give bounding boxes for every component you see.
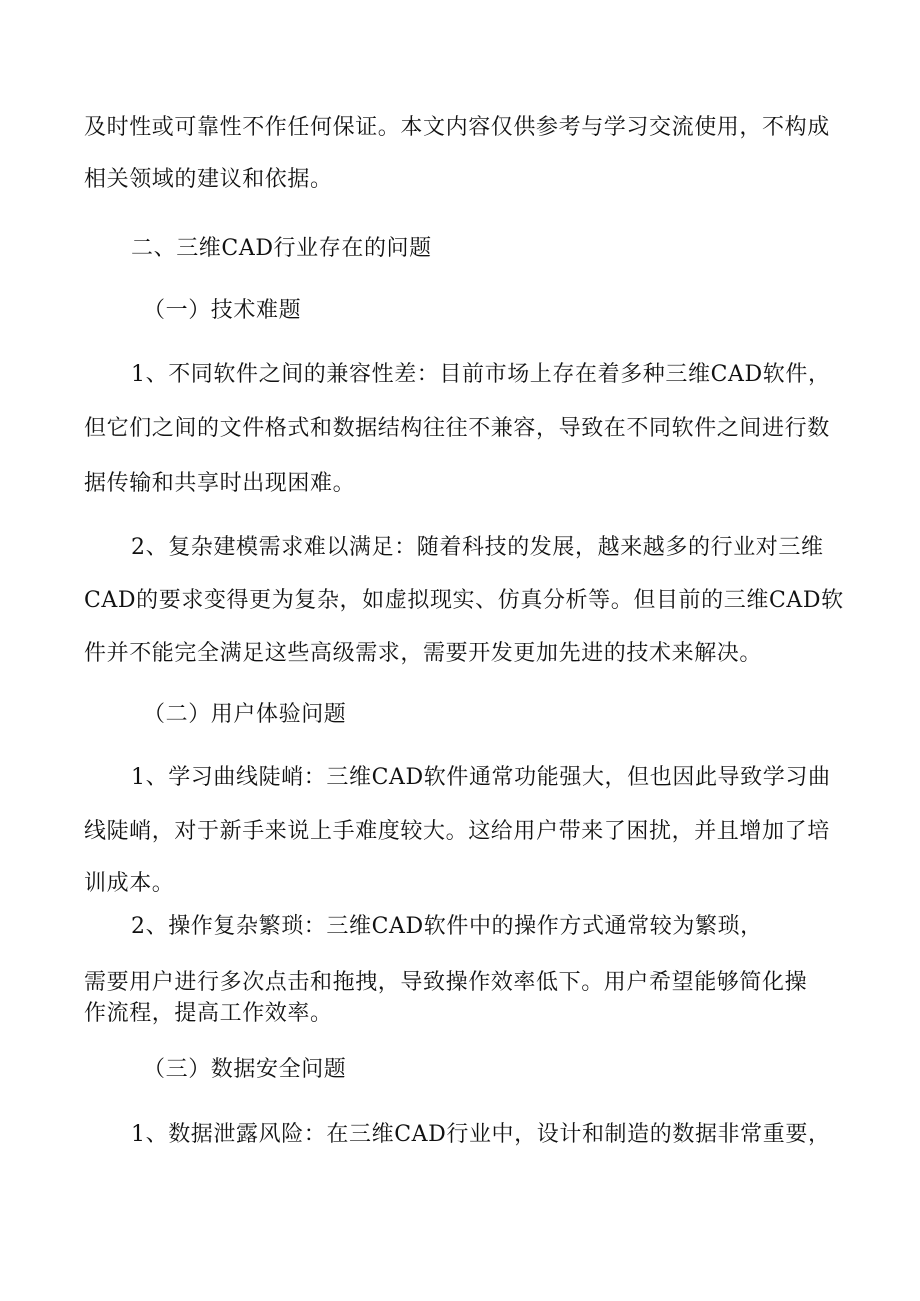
body-text-line: 相关领域的建议和依据。 <box>84 167 333 192</box>
body-text-line: 2、操作复杂繁琐：三维CAD软件中的操作方式通常较为繁琐， <box>131 914 763 939</box>
body-text-line: 及时性或可靠性不作任何保证。本文内容仅供参考与学习交流使用，不构成 <box>84 115 830 140</box>
subsection-heading: （一）技术难题 <box>143 298 302 323</box>
body-text-line: 据传输和共享时出现困难。 <box>84 471 356 496</box>
body-text-line: 作流程，提高工作效率。 <box>84 1001 333 1026</box>
body-text-line: 1、学习曲线陡峭：三维CAD软件通常功能强大，但也因此导致学习曲 <box>131 765 831 790</box>
body-text-line: 需要用户进行多次点击和拖拽，导致操作效率低下。用户希望能够简化操 <box>84 970 808 995</box>
body-text-line: 2、复杂建模需求难以满足：随着科技的发展，越来越多的行业对三维 <box>131 535 824 560</box>
body-text-line: 1、不同软件之间的兼容性差：目前市场上存在着多种三维CAD软件， <box>131 362 831 387</box>
subsection-heading: （三）数据安全问题 <box>143 1057 347 1082</box>
body-text-line: 1、数据泄露风险：在三维CAD行业中，设计和制造的数据非常重要， <box>131 1122 831 1147</box>
body-text-line: 件并不能完全满足这些高级需求，需要开发更加先进的技术来解决。 <box>84 641 763 666</box>
subsection-heading: （二）用户体验问题 <box>143 702 347 727</box>
body-text-line: 训成本。 <box>84 871 175 896</box>
body-text-line: 但它们之间的文件格式和数据结构往往不兼容，导致在不同软件之间进行数 <box>84 416 830 441</box>
section-heading: 二、三维CAD行业存在的问题 <box>131 236 432 261</box>
body-text-line: CAD的要求变得更为复杂，如虚拟现实、仿真分析等。但目前的三维CAD软 <box>84 588 844 613</box>
body-text-line: 线陡峭，对于新手来说上手难度较大。这给用户带来了困扰，并且增加了培 <box>84 819 830 844</box>
